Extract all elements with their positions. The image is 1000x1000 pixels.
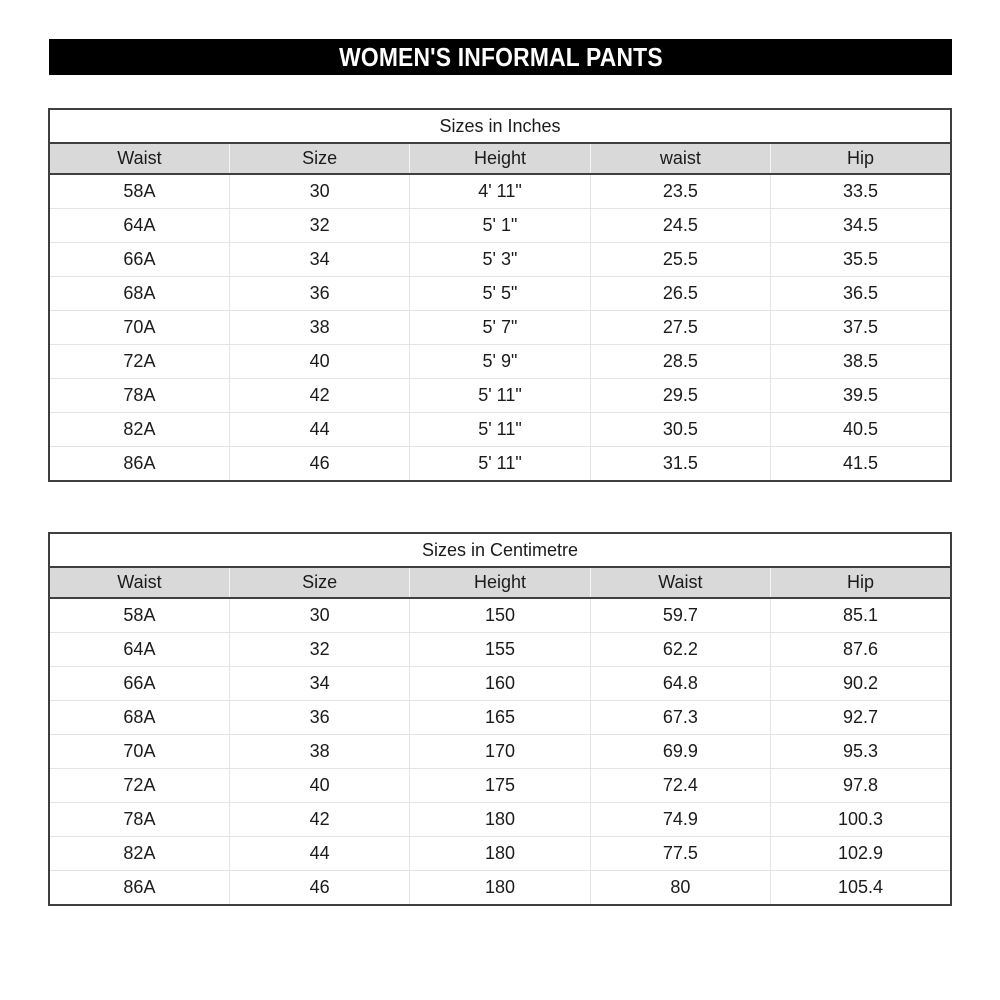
table-cell: 40.5 — [771, 413, 951, 447]
table-cell: 70A — [49, 311, 229, 345]
table-cell: 46 — [229, 447, 409, 482]
table-cell: 31.5 — [590, 447, 770, 482]
table-cell: 59.7 — [590, 598, 770, 633]
table-cell: 86A — [49, 871, 229, 906]
table-row — [49, 413, 951, 447]
table-cell: 180 — [410, 837, 590, 871]
table-cell: 38 — [229, 735, 409, 769]
table-title: Sizes in Centimetre — [49, 533, 951, 567]
table-cell: 36.5 — [771, 277, 951, 311]
table-row — [49, 769, 951, 803]
table-row — [49, 243, 951, 277]
table-cell: 62.2 — [590, 633, 770, 667]
table-cell: 44 — [229, 837, 409, 871]
table-cell: 35.5 — [771, 243, 951, 277]
table-cell: 5' 1" — [410, 209, 590, 243]
table-cell: 5' 11" — [410, 447, 590, 482]
table-cell: 34 — [229, 243, 409, 277]
table-row — [49, 633, 951, 667]
table-cell: 100.3 — [771, 803, 951, 837]
table-cell: 38.5 — [771, 345, 951, 379]
table-cell: 38 — [229, 311, 409, 345]
table-row — [49, 735, 951, 769]
table-cell: 64A — [49, 633, 229, 667]
table-title: Sizes in Inches — [49, 109, 951, 143]
column-header: Size — [229, 567, 409, 598]
table-cell: 87.6 — [771, 633, 951, 667]
column-header: Waist — [590, 567, 770, 598]
table-cell: 67.3 — [590, 701, 770, 735]
table-row — [49, 837, 951, 871]
page-title-bar — [49, 39, 952, 75]
column-header: Height — [410, 143, 590, 174]
table-cell: 66A — [49, 667, 229, 701]
table-cell: 28.5 — [590, 345, 770, 379]
table-cell: 26.5 — [590, 277, 770, 311]
table-cell: 5' 7" — [410, 311, 590, 345]
column-header: Hip — [771, 567, 951, 598]
table-row — [49, 667, 951, 701]
table-cell: 95.3 — [771, 735, 951, 769]
table-cell: 180 — [410, 803, 590, 837]
table-cell: 36 — [229, 277, 409, 311]
table-cell: 5' 11" — [410, 413, 590, 447]
table-cell: 68A — [49, 701, 229, 735]
table-row — [49, 345, 951, 379]
table-row — [49, 701, 951, 735]
table-cell: 85.1 — [771, 598, 951, 633]
table-cell: 77.5 — [590, 837, 770, 871]
table-cell: 30.5 — [590, 413, 770, 447]
table-cell: 30 — [229, 598, 409, 633]
table-cell: 80 — [590, 871, 770, 906]
table-cell: 44 — [229, 413, 409, 447]
table-cell: 40 — [229, 769, 409, 803]
table-cell: 42 — [229, 379, 409, 413]
table-cell: 72.4 — [590, 769, 770, 803]
table-cell: 42 — [229, 803, 409, 837]
table-cell: 82A — [49, 413, 229, 447]
sizes-in-inches-table — [48, 108, 952, 482]
table-cell: 5' 5" — [410, 277, 590, 311]
table-cell: 30 — [229, 174, 409, 209]
table-cell: 32 — [229, 209, 409, 243]
table-cell: 5' 11" — [410, 379, 590, 413]
table-cell: 180 — [410, 871, 590, 906]
table-cell: 34.5 — [771, 209, 951, 243]
table-cell: 155 — [410, 633, 590, 667]
column-header: waist — [590, 143, 770, 174]
table-row — [49, 311, 951, 345]
table-cell: 92.7 — [771, 701, 951, 735]
table-cell: 78A — [49, 379, 229, 413]
table-cell: 170 — [410, 735, 590, 769]
column-header: Height — [410, 567, 590, 598]
table-cell: 5' 3" — [410, 243, 590, 277]
table-row — [49, 447, 951, 482]
table-row — [49, 277, 951, 311]
table-cell: 78A — [49, 803, 229, 837]
table-cell: 64.8 — [590, 667, 770, 701]
column-header: Waist — [49, 143, 229, 174]
table-cell: 4' 11" — [410, 174, 590, 209]
table-cell: 29.5 — [590, 379, 770, 413]
sizes-in-centimetre-table — [48, 532, 952, 906]
table-cell: 66A — [49, 243, 229, 277]
column-header: Size — [229, 143, 409, 174]
table-cell: 90.2 — [771, 667, 951, 701]
table-cell: 36 — [229, 701, 409, 735]
table-cell: 72A — [49, 345, 229, 379]
table-cell: 97.8 — [771, 769, 951, 803]
table-cell: 64A — [49, 209, 229, 243]
table-row — [49, 871, 951, 906]
table-cell: 27.5 — [590, 311, 770, 345]
table-cell: 70A — [49, 735, 229, 769]
table-cell: 105.4 — [771, 871, 951, 906]
table-row — [49, 209, 951, 243]
column-header: Hip — [771, 143, 951, 174]
table-row — [49, 598, 951, 633]
table-cell: 86A — [49, 447, 229, 482]
table-row — [49, 379, 951, 413]
table-cell: 58A — [49, 174, 229, 209]
table-cell: 46 — [229, 871, 409, 906]
table-cell: 40 — [229, 345, 409, 379]
table-cell: 39.5 — [771, 379, 951, 413]
page-title: WOMEN'S INFORMAL PANTS — [338, 41, 663, 72]
table-cell: 58A — [49, 598, 229, 633]
table-row — [49, 803, 951, 837]
table-cell: 82A — [49, 837, 229, 871]
table-row — [49, 174, 951, 209]
table-cell: 69.9 — [590, 735, 770, 769]
table-cell: 37.5 — [771, 311, 951, 345]
table-cell: 25.5 — [590, 243, 770, 277]
table-cell: 74.9 — [590, 803, 770, 837]
column-header: Waist — [49, 567, 229, 598]
table-cell: 5' 9" — [410, 345, 590, 379]
table-cell: 150 — [410, 598, 590, 633]
table-cell: 72A — [49, 769, 229, 803]
table-cell: 32 — [229, 633, 409, 667]
table-cell: 41.5 — [771, 447, 951, 482]
table-cell: 165 — [410, 701, 590, 735]
table-cell: 175 — [410, 769, 590, 803]
table-cell: 33.5 — [771, 174, 951, 209]
table-cell: 102.9 — [771, 837, 951, 871]
table-cell: 34 — [229, 667, 409, 701]
table-cell: 23.5 — [590, 174, 770, 209]
table-cell: 24.5 — [590, 209, 770, 243]
table-cell: 160 — [410, 667, 590, 701]
table-cell: 68A — [49, 277, 229, 311]
